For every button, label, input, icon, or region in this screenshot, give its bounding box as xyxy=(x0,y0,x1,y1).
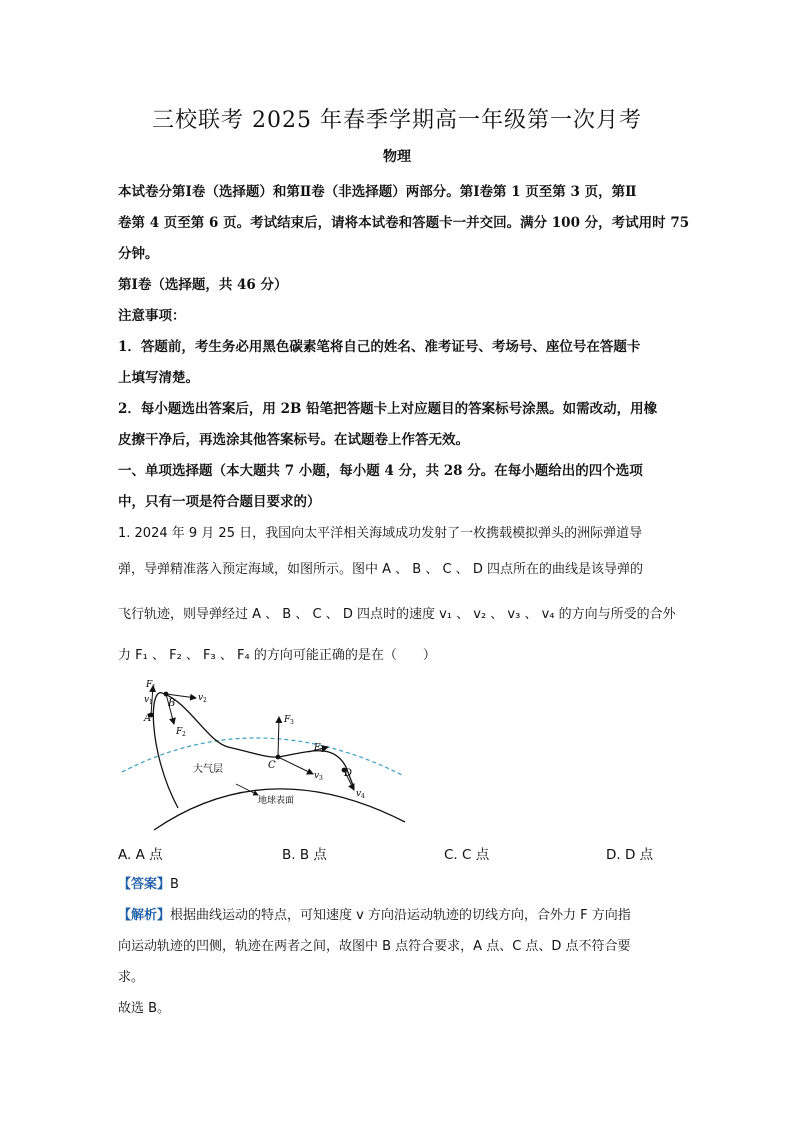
answer-line xyxy=(118,873,179,892)
question1-line-1: 1. 2024 年 9 月 25 日，我国向太平洋相关海域成功发射了一枚携载模拟弹头的洲际弹道导 xyxy=(118,526,643,541)
section-line-2: 中，只有一项是符合题目要求的） xyxy=(118,494,321,510)
option-a: A. A 点 xyxy=(118,847,163,863)
label-b: B xyxy=(168,698,176,709)
question1-line-3: 飞行轨迹，则导弹经过 A 、 B 、 C 、 D 四点时的速度 v₁ 、 v₂ 、 v₃ 、 v₄ 的方向与所受的合外 xyxy=(118,607,676,622)
v3-arrow xyxy=(278,757,313,774)
label-f3-sub: 3 xyxy=(290,719,294,726)
label-f2-sub: 2 xyxy=(182,731,186,738)
label-v3-sub: 3 xyxy=(319,775,323,782)
intro-line-3: 分钟。 xyxy=(118,246,159,262)
answer-value: B xyxy=(170,877,179,892)
label-v2-sub: 2 xyxy=(203,697,207,704)
f3-arrow xyxy=(278,717,279,757)
label-v4-sub: 4 xyxy=(361,793,365,800)
notice-line-3: 2．每小题选出答案后，用 2B 铅笔把答题卡上对应题目的答案标号涂黑。如需改动，用橡 xyxy=(118,401,658,417)
analysis-tag: 【解析】 xyxy=(118,908,171,923)
label-f4: F xyxy=(314,743,321,753)
section-line-1: 一、单项选择题（本大题共 7 小题，每小题 4 分，共 28 分。在每小题给出的四个选项 xyxy=(118,463,643,479)
option-c: C. C 点 xyxy=(444,847,490,863)
label-v3: v xyxy=(314,771,320,781)
label-v2: v xyxy=(198,693,204,703)
answer-tag: 【答案】 xyxy=(118,877,171,892)
option-d: D. D 点 xyxy=(606,847,654,863)
label-f1-sub: 1 xyxy=(152,684,156,691)
analysis-line-4: 故选 B。 xyxy=(118,1001,171,1016)
trajectory-diagram xyxy=(118,672,418,832)
label-atmosphere: 大气层 xyxy=(193,764,223,775)
label-a: A xyxy=(144,713,152,724)
label-earth-surface: 地球表面 xyxy=(258,796,295,806)
analysis-line-2: 向运动轨迹的凹侧，轨迹在两者之间，故图中 B 点符合要求，A 点、C 点、D 点不符合要 xyxy=(118,939,631,954)
question1-line-2: 弹，导弹精准落入预定海域，如图所示。图中 A 、 B 、 C 、 D 四点所在的曲线是该导弹的 xyxy=(118,562,643,577)
subject-heading: 物理 xyxy=(383,149,411,165)
analysis-line-1 xyxy=(118,904,631,923)
part1-title: 第Ⅰ卷（选择题，共 46 分） xyxy=(118,277,288,293)
atmosphere-curve xyxy=(122,738,404,776)
label-v1: v xyxy=(144,695,150,705)
intro-line-2: 卷第 4 页至第 6 页。考试结束后，请将本试卷和答题卡一并交回。满分 100 分，考试用时 75 xyxy=(118,215,690,231)
label-f3: F xyxy=(284,715,291,725)
option-b: B. B 点 xyxy=(282,847,327,863)
label-f1: F xyxy=(146,680,153,690)
label-v4: v xyxy=(356,789,362,799)
label-f4-sub: 4 xyxy=(320,747,324,754)
intro-line-1: 本试卷分第Ⅰ卷（选择题）和第Ⅱ卷（非选择题）两部分。第Ⅰ卷第 1 页至第 3 页，第Ⅱ xyxy=(118,184,637,200)
label-c: C xyxy=(268,760,276,771)
notice-line-1: 1．答题前，考生务必用黑色碳素笔将自己的姓名、准考证号、考场号、座位号在答题卡 xyxy=(118,339,641,355)
question1-line-4: 力 F₁ 、 F₂ 、 F₃ 、 F₄ 的方向可能正确的是在（ ） xyxy=(118,648,436,663)
notice-line-4: 皮擦干净后，再选涂其他答案标号。在试题卷上作答无效。 xyxy=(118,432,469,448)
exam-title: 三校联考 2025 年春季学期高一年级第一次月考 xyxy=(152,108,642,133)
label-f2: F xyxy=(176,727,183,737)
analysis-line-3: 求。 xyxy=(118,970,145,985)
label-v1-sub: 1 xyxy=(149,699,153,706)
analysis-text-1: 根据曲线运动的特点，可知速度 v 方向沿运动轨迹的切线方向，合外力 F 方向指 xyxy=(170,908,631,923)
notice-line-2: 上填写清楚。 xyxy=(118,370,199,386)
label-d: D xyxy=(344,768,353,779)
notice-title: 注意事项： xyxy=(118,308,186,324)
